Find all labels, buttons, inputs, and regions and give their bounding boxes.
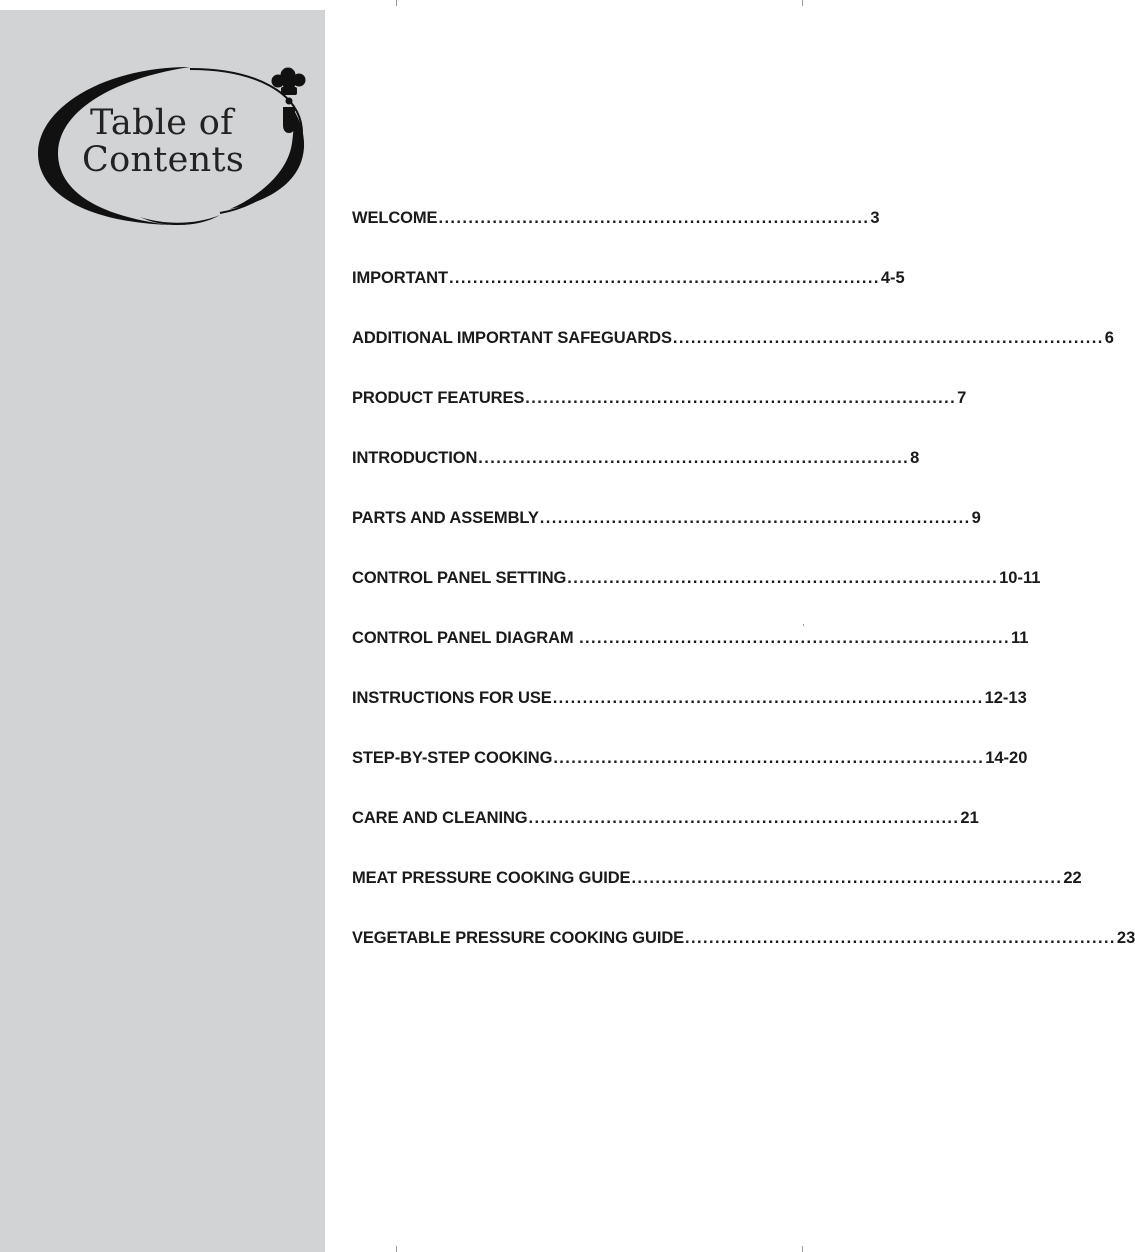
toc-entry-page: 14-20 bbox=[985, 749, 1028, 767]
toc-logo bbox=[30, 65, 320, 230]
toc-entry-label: INTRODUCTION bbox=[352, 449, 478, 467]
toc-entry-page: 8 bbox=[910, 449, 920, 467]
toc-entry-page: 4-5 bbox=[880, 269, 905, 287]
toc-leader-dots: ........................................................................ bbox=[685, 929, 1116, 947]
toc-entry-label: PRODUCT FEATURES bbox=[352, 389, 525, 407]
toc-entry-page: 11 bbox=[1010, 629, 1029, 647]
toc-entry-label: CONTROL PANEL SETTING bbox=[352, 569, 567, 587]
toc-entry-vegetable-guide[interactable] bbox=[352, 929, 1135, 989]
toc-entry-instructions-for-use[interactable] bbox=[352, 689, 1027, 749]
toc-entry-label: MEAT PRESSURE COOKING GUIDE bbox=[352, 869, 631, 887]
toc-entry-step-by-step-cooking[interactable] bbox=[352, 749, 1028, 809]
toc-entry-page: 23 bbox=[1116, 929, 1135, 947]
toc-entry-welcome[interactable] bbox=[352, 209, 880, 269]
toc-entry-page: 6 bbox=[1104, 329, 1114, 347]
toc-leader-dots: ........................................................................ bbox=[525, 389, 957, 407]
toc-entry-label: INSTRUCTIONS FOR USE bbox=[352, 689, 552, 707]
crop-mark-top bbox=[396, 0, 397, 6]
toc-heading bbox=[82, 103, 280, 180]
side-panel bbox=[0, 10, 325, 1252]
toc-leader-dots: ........................................................................ bbox=[579, 629, 1010, 647]
toc-leader-dots: ........................................................................ bbox=[528, 809, 960, 827]
toc-entry-control-panel-setting[interactable] bbox=[352, 569, 1041, 629]
toc-entry-parts-assembly[interactable] bbox=[352, 509, 981, 569]
toc-heading-line2: Contents bbox=[82, 140, 245, 180]
toc-entry-additional-safeguards[interactable] bbox=[352, 329, 1114, 389]
toc-entry-page: 22 bbox=[1063, 869, 1082, 887]
toc-leader-dots: ........................................................................ bbox=[438, 209, 870, 227]
toc-entry-label: WELCOME bbox=[352, 209, 438, 227]
toc-leader-dots: ........................................................................ bbox=[539, 509, 971, 527]
crop-mark-right-mid bbox=[803, 624, 804, 626]
toc-entry-label: CARE AND CLEANING bbox=[352, 809, 528, 827]
toc-entry-care-cleaning[interactable] bbox=[352, 809, 979, 869]
toc-leader-dots: ........................................................................ bbox=[567, 569, 999, 587]
toc-entry-label: IMPORTANT bbox=[352, 269, 448, 287]
toc-entry-page: 12-13 bbox=[984, 689, 1027, 707]
crop-mark-right-bottom bbox=[802, 1246, 803, 1252]
toc-leader-dots: ........................................................................ bbox=[552, 689, 984, 707]
toc-entry-page: 21 bbox=[960, 809, 979, 827]
toc-entry-control-panel-diagram[interactable] bbox=[352, 629, 1029, 689]
toc-heading-line1: Table of bbox=[90, 103, 234, 143]
toc-entry-meat-guide[interactable] bbox=[352, 869, 1082, 929]
toc-leader-dots: ........................................................................ bbox=[448, 269, 880, 287]
crop-mark-right-top bbox=[802, 0, 803, 6]
crop-mark-bottom bbox=[396, 1246, 397, 1252]
toc-entry-product-features[interactable] bbox=[352, 389, 967, 449]
toc-entry-label: CONTROL PANEL DIAGRAM bbox=[352, 629, 579, 647]
toc-entry-page: 7 bbox=[957, 389, 967, 407]
toc-entry-label: ADDITIONAL IMPORTANT SAFEGUARDS bbox=[352, 329, 672, 347]
toc-leader-dots: ........................................................................ bbox=[631, 869, 1063, 887]
toc-entry-label: VEGETABLE PRESSURE COOKING GUIDE bbox=[352, 929, 685, 947]
toc-entry-important[interactable] bbox=[352, 269, 905, 329]
toc-entry-label: STEP-BY-STEP COOKING bbox=[352, 749, 553, 767]
toc-leader-dots: ........................................................................ bbox=[672, 329, 1104, 347]
toc-entry-label: PARTS AND ASSEMBLY bbox=[352, 509, 539, 527]
toc-leader-dots: ........................................................................ bbox=[478, 449, 910, 467]
toc-entry-introduction[interactable] bbox=[352, 449, 920, 509]
toc-entry-page: 3 bbox=[870, 209, 880, 227]
toc-entry-page: 9 bbox=[971, 509, 981, 527]
table-of-contents bbox=[352, 209, 1135, 989]
toc-leader-dots: ........................................................................ bbox=[553, 749, 985, 767]
toc-entry-page: 10-11 bbox=[999, 569, 1041, 587]
